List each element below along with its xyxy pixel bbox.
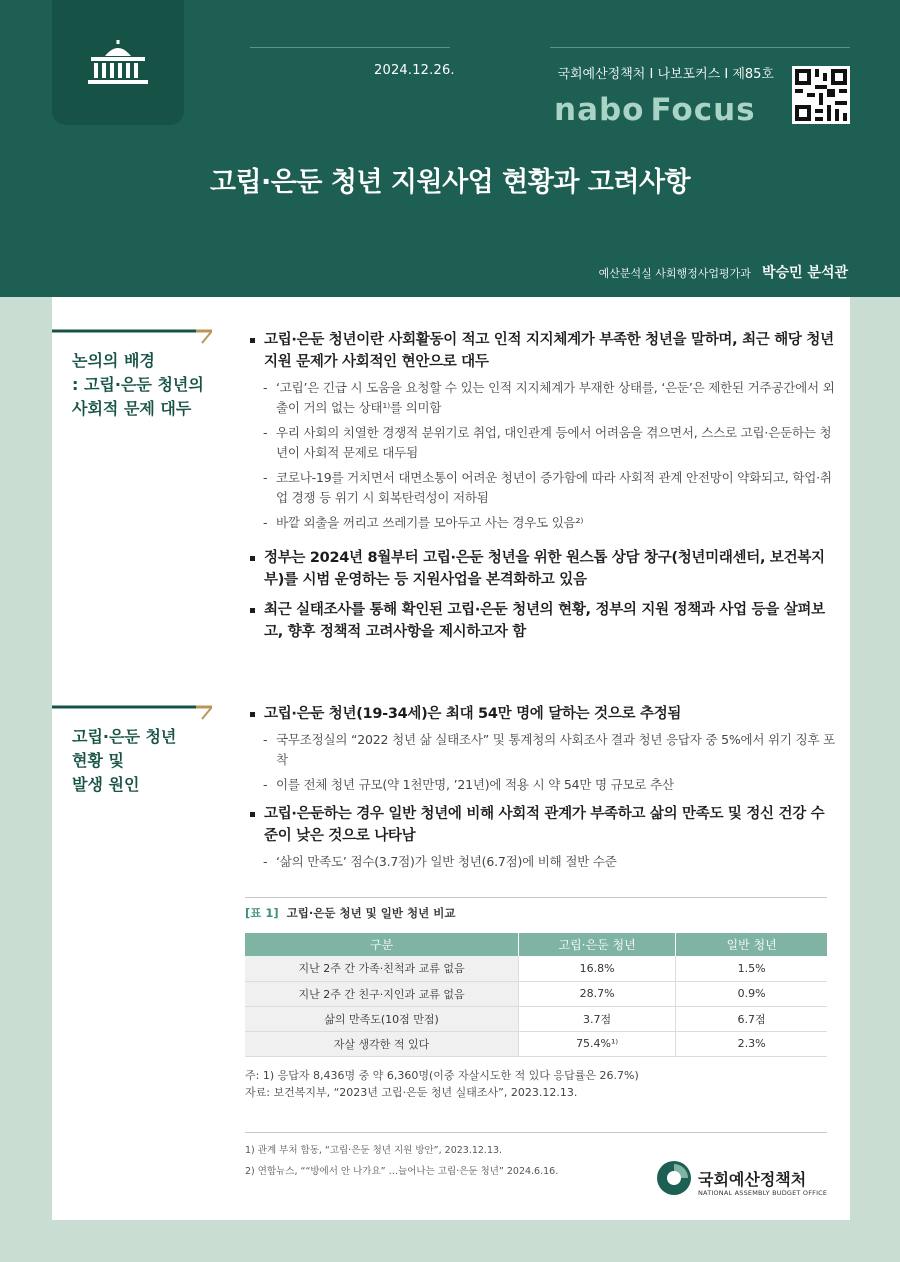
table-note: 주: 1) 응답자 8,436명 중 약 6,360명(이중 자살시도한 적 있다 응답률은 26.7%) xyxy=(245,1069,639,1082)
org-name-en: NATIONAL ASSEMBLY BUDGET OFFICE xyxy=(698,1189,828,1197)
section-2-title: 고립·은둔 청년 현황 및 발생 원인 xyxy=(72,727,177,794)
brand-part1: nabo xyxy=(554,92,645,126)
table-cell: 28.7% xyxy=(519,981,676,1006)
column-header: 일반 청년 xyxy=(676,933,827,956)
table-row xyxy=(245,981,827,1006)
content-card xyxy=(52,297,850,1220)
table-cell: 지난 2주 간 가족·친척과 교류 없음 xyxy=(245,956,519,981)
sub-point: - 코로나-19를 거치면서 대면소통이 어려운 청년이 증가함에 따라 사회적 관계 안전망이 약화되고, 학업·취업 경쟁 등 위기 시 회복탄력성이 저하됨 xyxy=(250,468,838,508)
table-cell: 3.7점 xyxy=(519,1006,676,1031)
brand-part2: Focus xyxy=(650,92,756,126)
issue-info: 국회예산정책처 I 나보포커스 I 제85호 xyxy=(557,67,774,82)
issue-date: 2024.12.26. xyxy=(374,63,455,78)
sub-point: - 우리 사회의 치열한 경쟁적 분위기로 취업, 대인관계 등에서 어려움을 겪으면서, 스스로 고립·은둔하는 청년이 사회적 문제로 대두됨 xyxy=(250,423,838,463)
header-rule-left xyxy=(250,47,450,48)
table-tag: [표 1] xyxy=(245,906,279,920)
assembly-logo-tab[interactable] xyxy=(52,0,184,125)
author-line xyxy=(599,262,848,282)
nabo-focus-logo xyxy=(554,90,776,126)
sub-point: - 국무조정실의 “2022 청년 삶 실태조사” 및 통계청의 사회조사 결과 청년 응답자 중 5%에서 위기 징후 포착 xyxy=(250,730,838,770)
section-2-body xyxy=(250,703,838,872)
table-row xyxy=(245,1006,827,1031)
qr-code[interactable] xyxy=(792,66,850,124)
bullet: 정부는 2024년 8월부터 고립·은둔 청년을 위한 원스톱 상담 창구(청년미래센터, 보건복지부)를 시범 운영하는 등 지원사업을 본격화하고 있음 xyxy=(250,547,838,591)
nabo-emblem-icon xyxy=(656,1160,692,1196)
bullet: 고립·은둔 청년이란 사회활동이 적고 인적 지지체계가 부족한 청년을 말하며, 최근 해당 청년 지원 문제가 사회적인 현안으로 대두 xyxy=(250,329,838,373)
table-cell: 2.3% xyxy=(676,1031,827,1056)
sub-point: - 이를 전체 청년 규모(약 1천만명, ’21년)에 적용 시 약 54만 명 규모로 추산 xyxy=(250,775,838,795)
table-cell: 삶의 만족도(10점 만점) xyxy=(245,1006,519,1031)
table-cell: 0.9% xyxy=(676,981,827,1006)
column-header: 고립·은둔 청년 xyxy=(519,933,676,956)
table-cell: 지난 2주 간 친구·지인과 교류 없음 xyxy=(245,981,519,1006)
table-notes xyxy=(245,1067,639,1101)
table-header-row xyxy=(245,933,827,956)
table-top-rule xyxy=(245,897,827,898)
table-cell: 6.7점 xyxy=(676,1006,827,1031)
header-rule-right xyxy=(550,47,850,48)
comparison-table xyxy=(245,933,827,1057)
bullet: 최근 실태조사를 통해 확인된 고립·은둔 청년의 현황, 정부의 지원 정책과 사업 등을 살펴보고, 향후 정책적 고려사항을 제시하고자 함 xyxy=(250,599,838,643)
table-cell: 자살 생각한 적 있다 xyxy=(245,1031,519,1056)
footnotes xyxy=(245,1140,558,1182)
sub-point: - ‘고립’은 긴급 시 도움을 요청할 수 있는 인적 지지체계가 부재한 상태를, ‘은둔’은 제한된 거주공간에서 외출이 거의 없는 상태¹⁾를 의미함 xyxy=(250,378,838,418)
sub-point: - 바깥 외출을 꺼리고 쓰레기를 모아두고 사는 경우도 있음²⁾ xyxy=(250,513,838,533)
table-cell: 1.5% xyxy=(676,956,827,981)
footnote-rule xyxy=(245,1132,827,1133)
author-dept: 예산분석실 사회행정사업평가과 xyxy=(598,267,751,280)
svg-text:naboFocus xyxy=(554,92,756,126)
assembly-building-icon xyxy=(85,38,151,88)
section-1-title: 논의의 배경 : 고립·은둔 청년의 사회적 문제 대두 xyxy=(72,351,204,418)
header-band xyxy=(0,0,900,297)
sub-point: - ‘삶의 만족도’ 점수(3.7점)가 일반 청년(6.7점)에 비해 절반 수준 xyxy=(250,852,838,872)
column-header: 구분 xyxy=(245,933,519,956)
heading-accent-line xyxy=(52,705,212,721)
table-row xyxy=(245,1031,827,1056)
bullet: 고립·은둔하는 경우 일반 청년에 비해 사회적 관계가 부족하고 삶의 만족도 및 정신 건강 수준이 낮은 것으로 나타남 xyxy=(250,803,838,847)
author-name: 박승민 분석관 xyxy=(761,265,848,281)
bullet: 고립·은둔 청년(19-34세)은 최대 54만 명에 달하는 것으로 추정됨 xyxy=(250,703,838,725)
heading-accent-line xyxy=(52,329,212,345)
table-cell: 16.8% xyxy=(519,956,676,981)
table-cell: 75.4%¹⁾ xyxy=(519,1031,676,1056)
section-1-body xyxy=(250,329,838,643)
page-title: 고립·은둔 청년 지원사업 현황과 고려사항 xyxy=(209,167,691,198)
table-source: 자료: 보건복지부, “2023년 고립·은둔 청년 실태조사”, 2023.12.13. xyxy=(245,1086,578,1099)
table-caption xyxy=(245,905,455,921)
qr-code-icon xyxy=(795,69,847,121)
org-name-kr: 국회예산정책처 xyxy=(698,1170,807,1189)
table-row xyxy=(245,956,827,981)
footnote: 2) 연합뉴스, ““방에서 안 나가요” …늘어나는 고립·은둔 청년” 2024.6.16. xyxy=(245,1166,559,1177)
table-title: 고립·은둔 청년 및 일반 청년 비교 xyxy=(286,906,456,920)
footnote: 1) 관계 부처 합동, “고립·은둔 청년 지원 방안”, 2023.12.13. xyxy=(245,1145,503,1156)
